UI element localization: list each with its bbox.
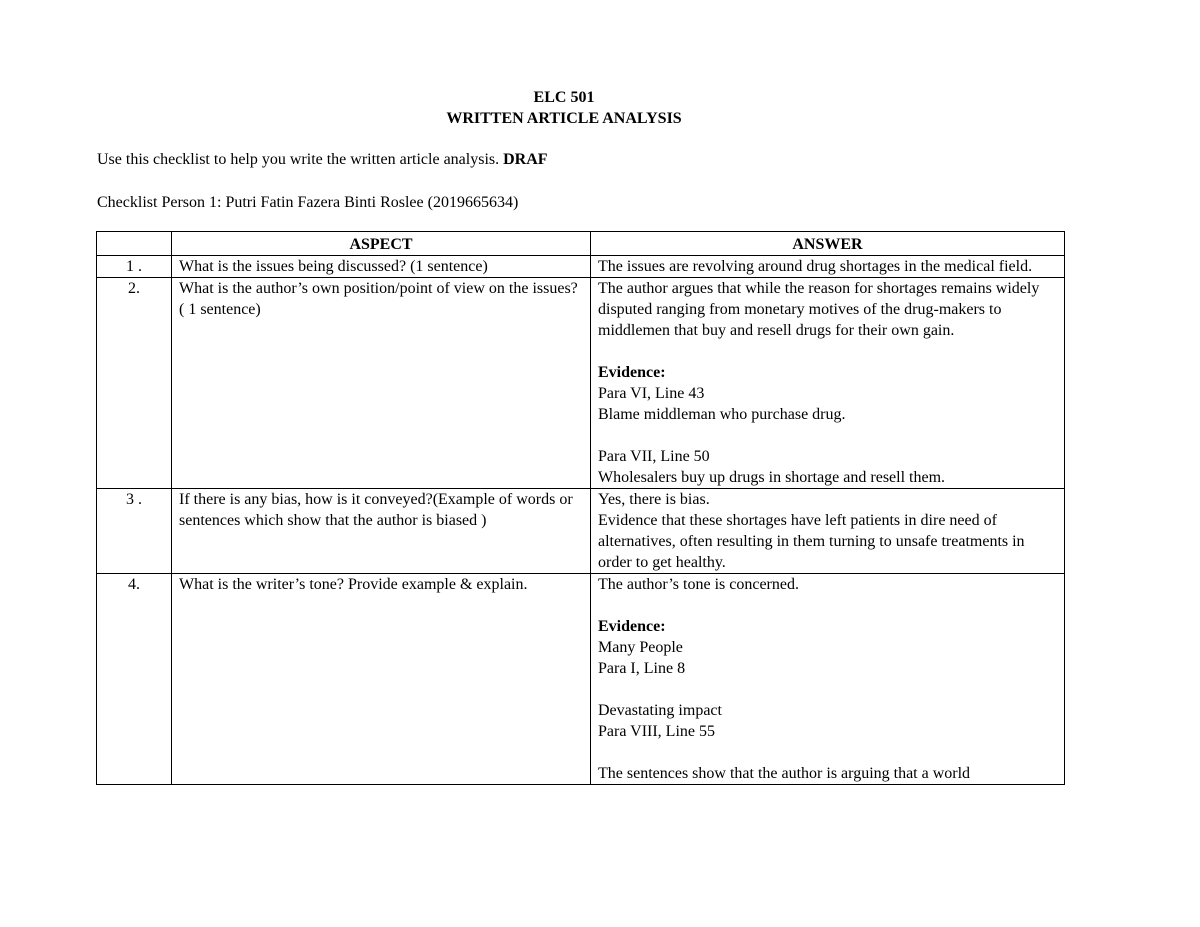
- table-row: [97, 574, 1065, 785]
- row-number: 2.: [97, 278, 172, 489]
- evidence-ref: Devastating impact: [598, 702, 722, 719]
- header-aspect: ASPECT: [172, 232, 591, 256]
- answer-cell: The issues are revolving around drug shortages in the medical field.: [591, 256, 1065, 278]
- evidence-text: Blame middleman who purchase drug.: [598, 406, 846, 423]
- instruction-text: Use this checklist to help you write the written article analysis.: [97, 151, 500, 168]
- course-code: ELC 501: [533, 89, 595, 106]
- aspect-cell: What is the issues being discussed? (1 sentence): [172, 256, 591, 278]
- header-number: [97, 232, 172, 256]
- answer-text: The author’s tone is concerned.: [598, 576, 799, 593]
- aspect-cell: If there is any bias, how is it conveyed?(Example of words or sentences which show that the author is biased ): [172, 489, 591, 574]
- answer-tail: The sentences show that the author is arguing that a world: [598, 765, 971, 782]
- table-header-row: [97, 232, 1065, 256]
- evidence-ref: Para VI, Line 43: [598, 385, 705, 402]
- answer-detail: Evidence that these shortages have left patients in dire need of alternatives, often resulting in them turning to unsafe treatments in order to get healthy.: [598, 512, 1025, 571]
- table-row: [97, 489, 1065, 574]
- draft-tag: DRAF: [503, 151, 548, 168]
- checklist-person: Checklist Person 1: Putri Fatin Fazera Binti Roslee (2019665634): [97, 194, 519, 211]
- table-row: [97, 278, 1065, 489]
- aspect-cell: What is the writer’s tone? Provide example & explain.: [172, 574, 591, 785]
- analysis-table: [96, 231, 1065, 785]
- row-number: 3 .: [97, 489, 172, 574]
- row-number: 4.: [97, 574, 172, 785]
- answer-cell: [591, 574, 1065, 785]
- document-title: WRITTEN ARTICLE ANALYSIS: [446, 110, 682, 127]
- instruction-line: [97, 149, 548, 170]
- row-number: 1 .: [97, 256, 172, 278]
- evidence-text: Para I, Line 8: [598, 660, 686, 677]
- evidence-text: Para VIII, Line 55: [598, 723, 715, 740]
- answer-text: The author argues that while the reason for shortages remains widely disputed ranging from monetary motives of the drug-makers to middlemen that buy and resell drugs for their own gain.: [598, 280, 1040, 339]
- evidence-text: Wholesalers buy up drugs in shortage and resell them.: [598, 469, 946, 486]
- evidence-label: Evidence:: [598, 364, 666, 381]
- evidence-ref: Para VII, Line 50: [598, 448, 710, 465]
- aspect-cell: What is the author’s own position/point of view on the issues?( 1 sentence): [172, 278, 591, 489]
- evidence-ref: Many People: [598, 639, 683, 656]
- answer-text: Yes, there is bias.: [598, 491, 710, 508]
- header-answer: ANSWER: [591, 232, 1065, 256]
- answer-cell: [591, 278, 1065, 489]
- evidence-label: Evidence:: [598, 618, 666, 635]
- answer-cell: [591, 489, 1065, 574]
- table-row: [97, 256, 1065, 278]
